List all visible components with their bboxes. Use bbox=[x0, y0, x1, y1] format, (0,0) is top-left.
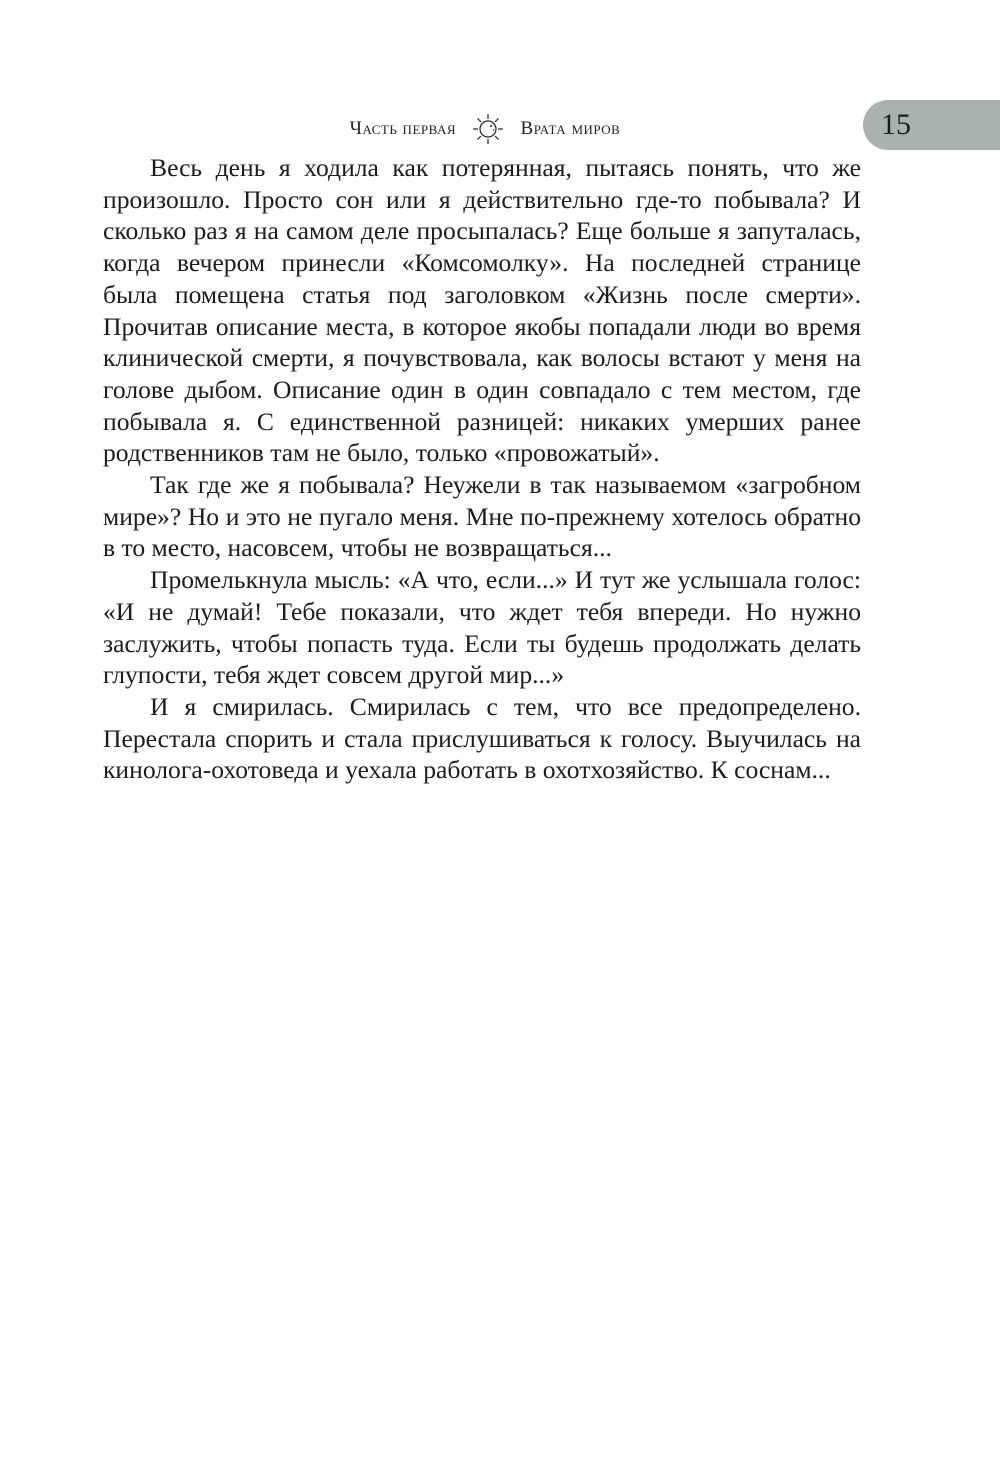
page-number-tab bbox=[863, 100, 1000, 150]
paragraph: Промелькнула мысль: «А что, если...» И тут же услышала голос: «И не думай! Тебе показали, что ждет тебя впереди. Но нужно заслужить, чтобы попасть туда. Если ты будешь продолжать делать глупости, тебя ждет совсем другой мир...» bbox=[103, 565, 861, 690]
paragraph: Весь день я ходила как потерянная, пытаясь понять, что же произошло. Просто сон или я действительно где-то побывала? И сколько раз я на самом деле просыпалась? Еще больше я запуталась, когда вечером принесли «Комсомолку». На последней странице была помещена статья под заголовком «Жизнь после смерти». Прочитав описание места, в которое якобы попадали люди во время клинической смерти, я почувствовала, как волосы встают у меня на голове дыбом. Описание один в один совпадало с тем местом, где побывала я. С единственной разницей: никаких умерших ранее родственников там не было, только «провожатый». bbox=[103, 153, 861, 468]
sun-moon-emblem-icon bbox=[471, 112, 505, 146]
body-text bbox=[103, 152, 861, 786]
page-number: 15 bbox=[881, 108, 911, 141]
part-label: Часть первая bbox=[349, 117, 457, 139]
section-title: Врата миров bbox=[520, 117, 621, 139]
paragraph: И я смирилась. Смирилась с тем, что все предопределено. Перестала спорить и стала прислушиваться к голосу. Выучилась на кинолога-охотоведа и уехала работать в охотхозяйство. К соснам... bbox=[103, 691, 861, 785]
running-header bbox=[0, 111, 970, 145]
paragraph: Так где же я побывала? Неужели в так называемом «загробном мире»? Но и это не пугало меня. Мне по-прежнему хотелось обратно в то место, насовсем, чтобы не возвращаться... bbox=[103, 470, 861, 563]
